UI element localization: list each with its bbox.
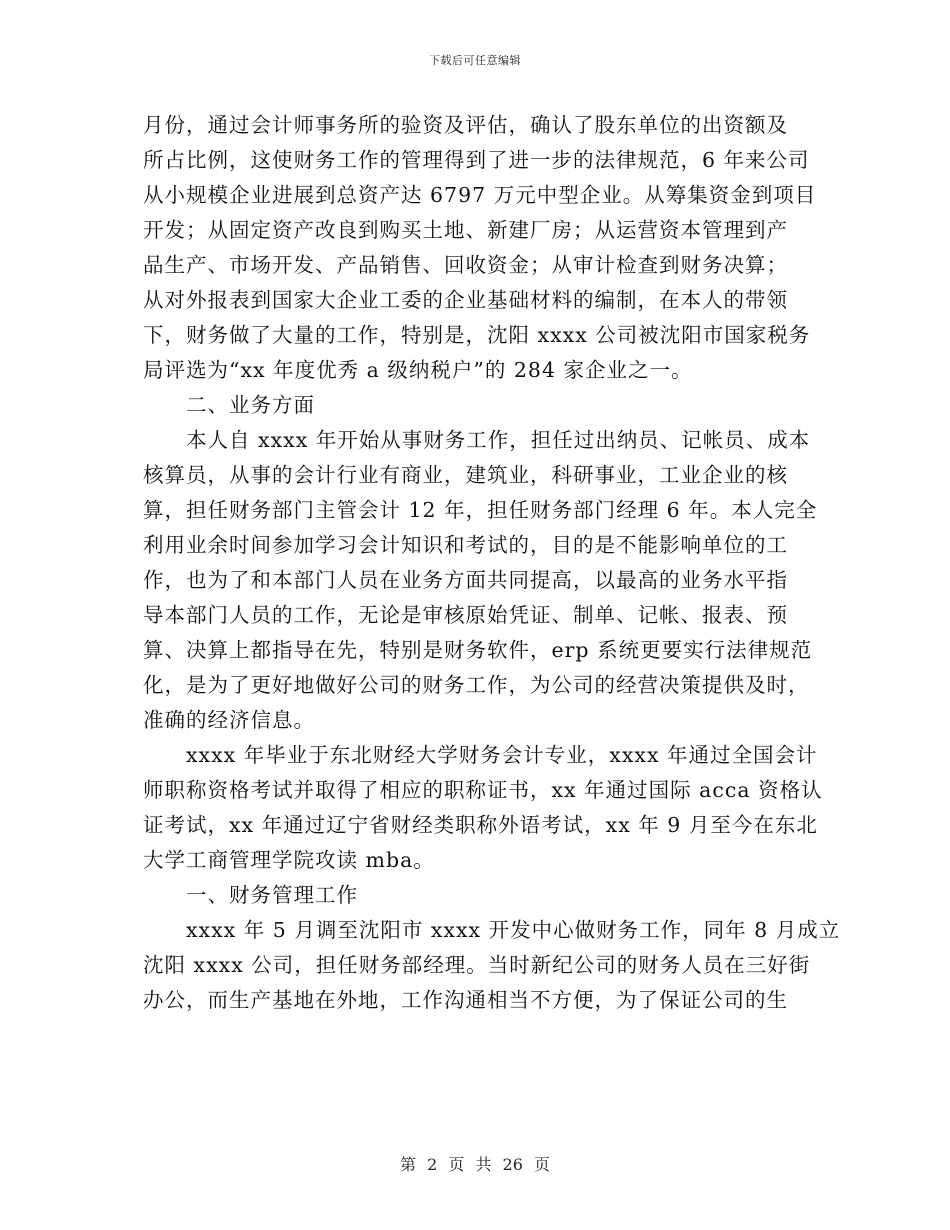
text-line: 准确的经济信息。 xyxy=(143,708,315,732)
text-line: 化，是为了更好地做好公司的财务工作，为公司的经营决策提供及时， xyxy=(143,673,810,697)
text-line: 核算员，从事的会计行业有商业，建筑业，科研事业，工业企业的核 xyxy=(143,463,788,487)
text-line: 月份，通过会计师事务所的验资及评估，确认了股东单位的出资额及 xyxy=(143,113,788,137)
text-line: xxxx 年 5 月调至沈阳市 xxxx 开发中心做财务工作，同年 8 月成立 xyxy=(143,918,841,942)
text-line: 办公，而生产基地在外地，工作沟通相当不方便，为了保证公司的生 xyxy=(143,988,788,1012)
section-heading: 二、业务方面 xyxy=(143,393,315,417)
text-line: 沈阳 xxxx 公司，担任财务部经理。当时新纪公司的财务人员在三好街 xyxy=(143,953,811,977)
text-line: 算、决算上都指导在先，特别是财务软件，erp 系统更要实行法律规范 xyxy=(143,638,813,662)
text-line: 局评选为“xx 年度优秀 a 级纳税户”的 284 家企业之一。 xyxy=(143,358,693,382)
text-line: 品生产、市场开发、产品销售、回收资金；从审计检查到财务决算； xyxy=(143,253,788,277)
text-line: 师职称资格考试并取得了相应的职称证书，xx 年通过国际 acca 资格认 xyxy=(143,778,823,802)
text-line: 证考试，xx 年通过辽宁省财经类职称外语考试，xx 年 9 月至今在东北 xyxy=(143,813,818,837)
section-heading: 一、财务管理工作 xyxy=(143,883,358,907)
page-header-note: 下载后可任意编辑 xyxy=(429,54,521,67)
text-line: 开发；从固定资产改良到购买土地、新建厂房；从运营资本管理到产 xyxy=(143,218,788,242)
text-line: 下，财务做了大量的工作，特别是，沈阳 xxxx 公司被沈阳市国家税务 xyxy=(143,323,811,347)
document-body xyxy=(143,108,841,1018)
text-line: 所占比例，这使财务工作的管理得到了进一步的法律规范，6 年来公司 xyxy=(143,148,810,172)
text-line: 从对外报表到国家大企业工委的企业基础材料的编制，在本人的带领 xyxy=(143,288,788,312)
text-line: 作，也为了和本部门人员在业务方面共同提高，以最高的业务水平指 xyxy=(143,568,788,592)
text-line: 算，担任财务部门主管会计 12 年，担任财务部门经理 6 年。本人完全 xyxy=(143,498,818,522)
text-line: 大学工商管理学院攻读 mba。 xyxy=(143,848,435,872)
text-line: 从小规模企业进展到总资产达 6797 万元中型企业。从筹集资金到项目 xyxy=(143,183,817,207)
page-number: 第 2 页 共 26 页 xyxy=(400,1155,550,1174)
text-line: 导本部门人员的工作，无论是审核原始凭证、制单、记帐、报表、预 xyxy=(143,603,788,627)
text-line: 利用业余时间参加学习会计知识和考试的，目的是不能影响单位的工 xyxy=(143,533,788,557)
text-line: xxxx 年毕业于东北财经大学财务会计专业，xxxx 年通过全国会计 xyxy=(143,743,818,767)
text-line: 本人自 xxxx 年开始从事财务工作，担任过出纳员、记帐员、成本 xyxy=(143,428,811,452)
